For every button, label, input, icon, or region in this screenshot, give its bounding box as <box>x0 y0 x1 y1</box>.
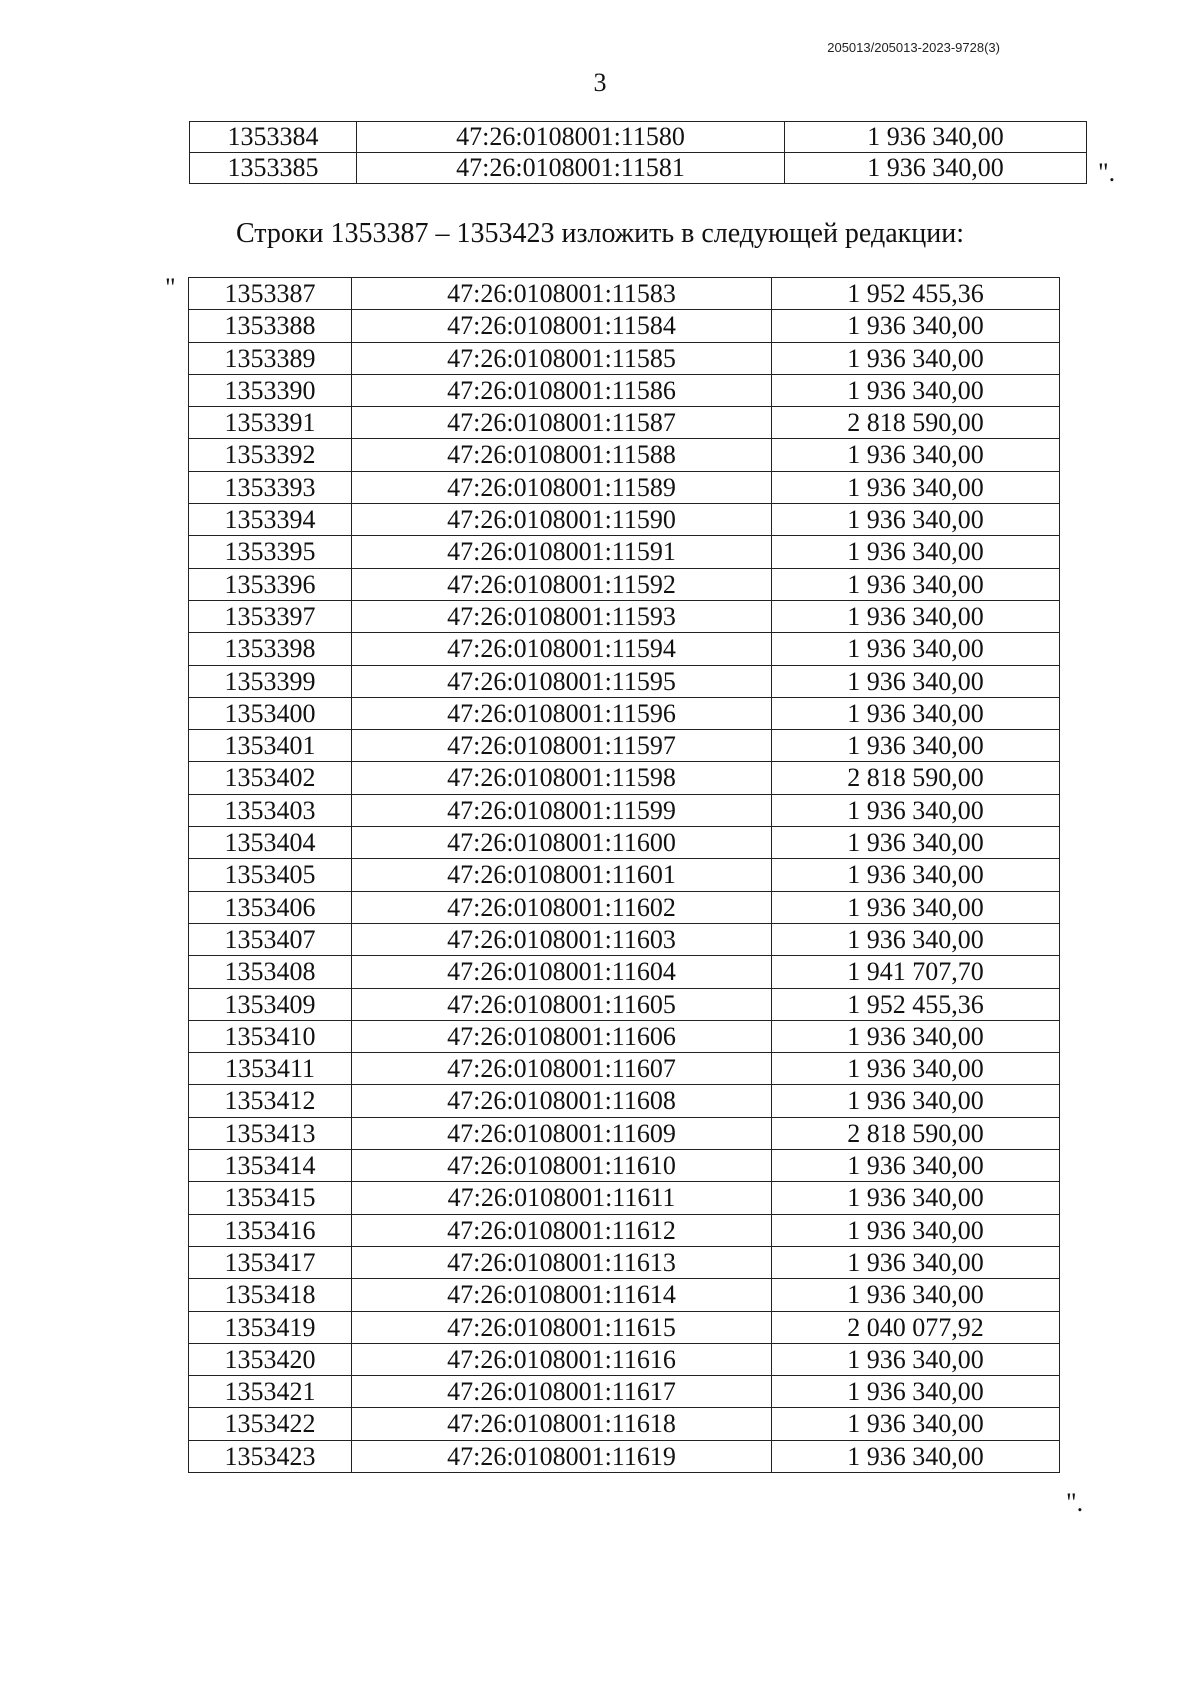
table-row <box>189 697 1060 729</box>
top-table <box>189 121 1087 184</box>
cadastral-number-cell: 47:26:0108001:11596 <box>352 697 772 729</box>
value-cell: 1 936 340,00 <box>772 536 1060 568</box>
row-number-cell: 1353397 <box>189 600 352 632</box>
row-number-cell: 1353402 <box>189 762 352 794</box>
value-cell: 1 936 340,00 <box>772 730 1060 762</box>
cadastral-number-cell: 47:26:0108001:11585 <box>352 342 772 374</box>
cadastral-number-cell: 47:26:0108001:11614 <box>352 1279 772 1311</box>
table-row <box>189 859 1060 891</box>
cadastral-number-cell: 47:26:0108001:11580 <box>357 122 785 153</box>
cadastral-number-cell: 47:26:0108001:11609 <box>352 1117 772 1149</box>
table-row <box>189 1182 1060 1214</box>
cadastral-number-cell: 47:26:0108001:11597 <box>352 730 772 762</box>
table-row <box>189 1085 1060 1117</box>
value-cell: 1 936 340,00 <box>772 1182 1060 1214</box>
row-number-cell: 1353414 <box>189 1150 352 1182</box>
row-number-cell: 1353387 <box>189 278 352 310</box>
row-number-cell: 1353421 <box>189 1376 352 1408</box>
row-number-cell: 1353395 <box>189 536 352 568</box>
table-row <box>189 923 1060 955</box>
cadastral-number-cell: 47:26:0108001:11583 <box>352 278 772 310</box>
table-row <box>189 536 1060 568</box>
table-row <box>189 1214 1060 1246</box>
value-cell: 1 952 455,36 <box>772 278 1060 310</box>
value-cell: 1 952 455,36 <box>772 988 1060 1020</box>
value-cell: 1 936 340,00 <box>772 1343 1060 1375</box>
value-cell: 1 936 340,00 <box>772 859 1060 891</box>
value-cell: 2 818 590,00 <box>772 1117 1060 1149</box>
value-cell: 1 936 340,00 <box>772 923 1060 955</box>
row-number-cell: 1353410 <box>189 1020 352 1052</box>
table-row <box>189 827 1060 859</box>
value-cell: 1 936 340,00 <box>772 1408 1060 1440</box>
table-row <box>189 891 1060 923</box>
cadastral-number-cell: 47:26:0108001:11613 <box>352 1246 772 1278</box>
row-number-cell: 1353415 <box>189 1182 352 1214</box>
table-row <box>189 310 1060 342</box>
table-row <box>189 1408 1060 1440</box>
cadastral-number-cell: 47:26:0108001:11607 <box>352 1053 772 1085</box>
table-row <box>189 568 1060 600</box>
table-row <box>190 153 1087 184</box>
value-cell: 1 936 340,00 <box>772 1053 1060 1085</box>
cadastral-number-cell: 47:26:0108001:11602 <box>352 891 772 923</box>
cadastral-number-cell: 47:26:0108001:11599 <box>352 794 772 826</box>
row-number-cell: 1353388 <box>189 310 352 342</box>
row-number-cell: 1353416 <box>189 1214 352 1246</box>
value-cell: 1 936 340,00 <box>772 568 1060 600</box>
table-row <box>189 730 1060 762</box>
value-cell: 1 936 340,00 <box>772 1150 1060 1182</box>
cadastral-number-cell: 47:26:0108001:11604 <box>352 956 772 988</box>
cadastral-number-cell: 47:26:0108001:11593 <box>352 600 772 632</box>
cadastral-number-cell: 47:26:0108001:11591 <box>352 536 772 568</box>
value-cell: 2 818 590,00 <box>772 407 1060 439</box>
main-table-opening-quote: " <box>165 273 176 302</box>
table-row <box>189 1311 1060 1343</box>
cadastral-number-cell: 47:26:0108001:11600 <box>352 827 772 859</box>
main-table <box>188 277 1060 1473</box>
value-cell: 1 936 340,00 <box>772 1440 1060 1472</box>
table-row <box>189 278 1060 310</box>
table-row <box>189 1376 1060 1408</box>
cadastral-number-cell: 47:26:0108001:11589 <box>352 471 772 503</box>
value-cell: 1 936 340,00 <box>772 633 1060 665</box>
value-cell: 2 818 590,00 <box>772 762 1060 794</box>
row-number-cell: 1353389 <box>189 342 352 374</box>
value-cell: 1 936 340,00 <box>772 1085 1060 1117</box>
cadastral-number-cell: 47:26:0108001:11611 <box>352 1182 772 1214</box>
cadastral-number-cell: 47:26:0108001:11587 <box>352 407 772 439</box>
cadastral-number-cell: 47:26:0108001:11595 <box>352 665 772 697</box>
top-table-closing-quote: ". <box>1098 158 1116 187</box>
cadastral-number-cell: 47:26:0108001:11619 <box>352 1440 772 1472</box>
cadastral-number-cell: 47:26:0108001:11606 <box>352 1020 772 1052</box>
value-cell: 1 941 707,70 <box>772 956 1060 988</box>
row-number-cell: 1353390 <box>189 374 352 406</box>
table-row <box>189 988 1060 1020</box>
value-cell: 1 936 340,00 <box>785 153 1087 184</box>
cadastral-number-cell: 47:26:0108001:11615 <box>352 1311 772 1343</box>
value-cell: 1 936 340,00 <box>772 1376 1060 1408</box>
table-row <box>189 1117 1060 1149</box>
value-cell: 1 936 340,00 <box>772 665 1060 697</box>
table-row <box>190 122 1087 153</box>
table-row <box>189 1150 1060 1182</box>
table-row <box>189 633 1060 665</box>
value-cell: 1 936 340,00 <box>772 504 1060 536</box>
cadastral-number-cell: 47:26:0108001:11588 <box>352 439 772 471</box>
table-row <box>189 794 1060 826</box>
cadastral-number-cell: 47:26:0108001:11617 <box>352 1376 772 1408</box>
table-row <box>189 1279 1060 1311</box>
cadastral-number-cell: 47:26:0108001:11601 <box>352 859 772 891</box>
cadastral-number-cell: 47:26:0108001:11618 <box>352 1408 772 1440</box>
value-cell: 1 936 340,00 <box>772 342 1060 374</box>
value-cell: 1 936 340,00 <box>785 122 1087 153</box>
table-row <box>189 600 1060 632</box>
main-table-closing-quote: ". <box>1066 1488 1084 1517</box>
cadastral-number-cell: 47:26:0108001:11592 <box>352 568 772 600</box>
value-cell: 1 936 340,00 <box>772 1279 1060 1311</box>
row-number-cell: 1353411 <box>189 1053 352 1085</box>
value-cell: 1 936 340,00 <box>772 697 1060 729</box>
cadastral-number-cell: 47:26:0108001:11584 <box>352 310 772 342</box>
row-number-cell: 1353419 <box>189 1311 352 1343</box>
row-number-cell: 1353417 <box>189 1246 352 1278</box>
row-number-cell: 1353405 <box>189 859 352 891</box>
value-cell: 1 936 340,00 <box>772 827 1060 859</box>
cadastral-number-cell: 47:26:0108001:11586 <box>352 374 772 406</box>
row-number-cell: 1353398 <box>189 633 352 665</box>
row-number-cell: 1353422 <box>189 1408 352 1440</box>
cadastral-number-cell: 47:26:0108001:11612 <box>352 1214 772 1246</box>
row-number-cell: 1353385 <box>190 153 357 184</box>
row-number-cell: 1353404 <box>189 827 352 859</box>
value-cell: 1 936 340,00 <box>772 600 1060 632</box>
value-cell: 2 040 077,92 <box>772 1311 1060 1343</box>
row-number-cell: 1353391 <box>189 407 352 439</box>
row-number-cell: 1353394 <box>189 504 352 536</box>
cadastral-number-cell: 47:26:0108001:11594 <box>352 633 772 665</box>
value-cell: 1 936 340,00 <box>772 310 1060 342</box>
cadastral-number-cell: 47:26:0108001:11605 <box>352 988 772 1020</box>
table-row <box>189 762 1060 794</box>
table-row <box>189 1440 1060 1472</box>
table-row <box>189 956 1060 988</box>
row-number-cell: 1353418 <box>189 1279 352 1311</box>
cadastral-number-cell: 47:26:0108001:11590 <box>352 504 772 536</box>
value-cell: 1 936 340,00 <box>772 374 1060 406</box>
table-row <box>189 504 1060 536</box>
table-row <box>189 471 1060 503</box>
row-number-cell: 1353392 <box>189 439 352 471</box>
row-number-cell: 1353423 <box>189 1440 352 1472</box>
row-number-cell: 1353420 <box>189 1343 352 1375</box>
table-row <box>189 407 1060 439</box>
table-row <box>189 1246 1060 1278</box>
row-number-cell: 1353400 <box>189 697 352 729</box>
value-cell: 1 936 340,00 <box>772 794 1060 826</box>
cadastral-number-cell: 47:26:0108001:11603 <box>352 923 772 955</box>
row-number-cell: 1353401 <box>189 730 352 762</box>
value-cell: 1 936 340,00 <box>772 439 1060 471</box>
value-cell: 1 936 340,00 <box>772 471 1060 503</box>
value-cell: 1 936 340,00 <box>772 1020 1060 1052</box>
table-row <box>189 1053 1060 1085</box>
row-number-cell: 1353396 <box>189 568 352 600</box>
row-number-cell: 1353412 <box>189 1085 352 1117</box>
table-row <box>189 342 1060 374</box>
row-number-cell: 1353407 <box>189 923 352 955</box>
table-row <box>189 1343 1060 1375</box>
row-number-cell: 1353393 <box>189 471 352 503</box>
value-cell: 1 936 340,00 <box>772 1246 1060 1278</box>
value-cell: 1 936 340,00 <box>772 891 1060 923</box>
cadastral-number-cell: 47:26:0108001:11610 <box>352 1150 772 1182</box>
cadastral-number-cell: 47:26:0108001:11581 <box>357 153 785 184</box>
value-cell: 1 936 340,00 <box>772 1214 1060 1246</box>
cadastral-number-cell: 47:26:0108001:11616 <box>352 1343 772 1375</box>
page-number: 3 <box>593 68 607 97</box>
table-row <box>189 374 1060 406</box>
table-row <box>189 439 1060 471</box>
cadastral-number-cell: 47:26:0108001:11598 <box>352 762 772 794</box>
section-heading: Строки 1353387 – 1353423 изложить в следующей редакции: <box>235 218 964 249</box>
row-number-cell: 1353409 <box>189 988 352 1020</box>
row-number-cell: 1353384 <box>190 122 357 153</box>
row-number-cell: 1353403 <box>189 794 352 826</box>
row-number-cell: 1353399 <box>189 665 352 697</box>
table-row <box>189 1020 1060 1052</box>
document-id: 205013/205013-2023-9728(3) <box>827 40 1000 55</box>
row-number-cell: 1353408 <box>189 956 352 988</box>
table-row <box>189 665 1060 697</box>
row-number-cell: 1353406 <box>189 891 352 923</box>
row-number-cell: 1353413 <box>189 1117 352 1149</box>
cadastral-number-cell: 47:26:0108001:11608 <box>352 1085 772 1117</box>
